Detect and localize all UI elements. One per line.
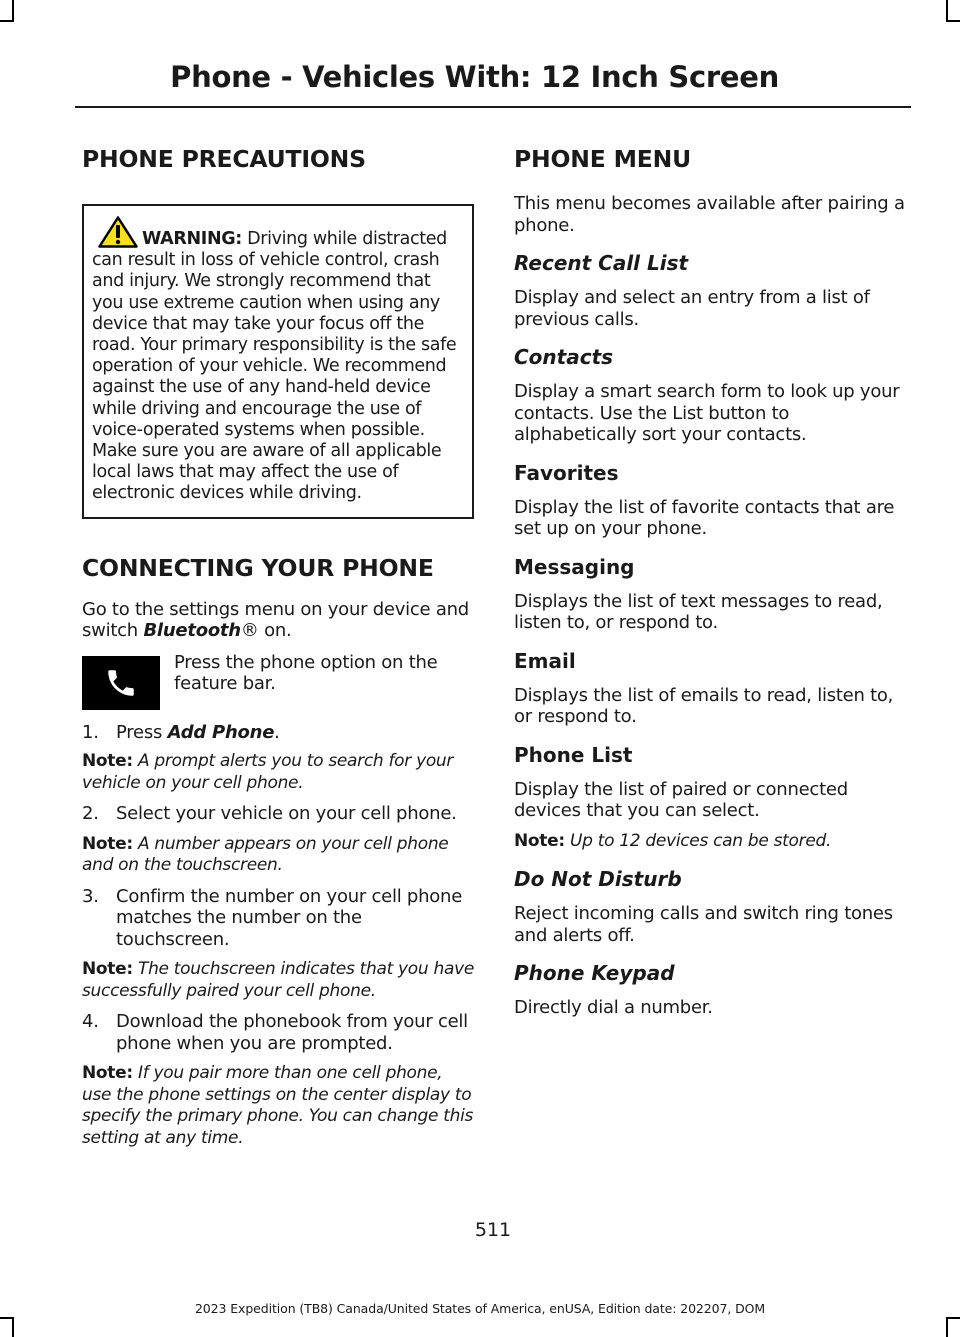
contacts-text: Display a smart search form to look up your contacts. Use the List button to alphabetically sort your contacts. [514,381,900,445]
crop-mark [946,20,960,22]
note-1: Note: A prompt alerts you to search for your vehicle on your cell phone. [82,751,454,793]
crop-mark [12,1317,14,1337]
header-divider [75,106,911,108]
note-2: Note: A number appears on your cell phone and on the touchscreen. [82,833,449,876]
connecting-heading: CONNECTING YOUR PHONE [82,553,434,582]
step-3 [82,886,474,951]
crop-mark [946,0,948,22]
step-4 [82,1011,474,1054]
step-text: Press Add Phone. [116,721,280,743]
phone-option-row [82,651,474,710]
phone-precautions-heading: PHONE PRECAUTIONS [82,145,366,173]
do-not-disturb-text: Reject incoming calls and switch ring tones and alerts off. [514,903,893,946]
crop-mark [12,0,14,22]
recent-call-list-text: Display and select an entry from a list of previous calls. [514,287,870,330]
intro-text-end: ® on. [240,620,292,642]
favorites-text: Display the list of favorite contacts that are set up on your phone. [514,496,895,539]
step-text: Confirm the number on your cell phone matches the number on the touchscreen. [116,885,463,950]
step-1 [82,722,474,744]
do-not-disturb-heading: Do Not Disturb [514,867,682,891]
warning-triangle-icon [98,216,138,248]
intro-text: Go to the settings menu on your device and switch [82,598,469,642]
page-header-title: Phone - Vehicles With: 12 Inch Screen [170,60,779,94]
phone-list-text: Display the list of paired or connected devices that you can select. [514,778,848,821]
phone-menu-heading: PHONE MENU [514,145,691,173]
add-phone-term: Add Phone [167,721,275,743]
phone-keypad-heading: Phone Keypad [514,961,675,985]
step-number: 2. [82,803,99,825]
step-text: Download the phonebook from your cell phone when you are prompted. [116,1011,468,1054]
warning-text: Driving while distracted can result in loss of vehicle control, crash and injury. We strongly recommend that you use extreme caution when using any device that may take your focus off the road. Your primary responsibility is the safe operation of your vehicle. We recommend against the use of any hand-held device while driving and encourage the use of voice-operated systems when possible. Make sure you are aware of all applicable local laws that may affect the use of electronic devices while driving. [92,229,457,504]
step-number: 1. [82,721,99,743]
messaging-text: Displays the list of text messages to read, listen to, or respond to. [514,590,883,633]
email-text: Displays the list of emails to read, listen to, or respond to. [514,684,894,727]
page-footer: 2023 Expedition (TB8) Canada/United States of America, enUSA, Edition date: 202207, DOM [194,1301,766,1316]
note-3: Note: The touchscreen indicates that you have successfully paired your cell phone. [82,959,474,1001]
crop-mark [946,1317,960,1319]
step-2 [82,803,474,825]
contacts-heading: Contacts [514,345,614,369]
phone-list-note: Note: Up to 12 devices can be stored. [514,830,832,851]
favorites-heading: Favorites [514,460,619,485]
note-4: Note: If you pair more than one cell phone, use the phone settings on the center display to specify the primary phone. You can change this setting at any time. [82,1063,474,1148]
crop-mark [946,1317,948,1337]
email-heading: Email [514,648,576,673]
right-column [514,144,910,1019]
step-text: Select your vehicle on your cell phone. [116,803,457,825]
connecting-intro [82,599,474,642]
left-column [82,144,474,1149]
phone-menu-intro: This menu becomes available after pairing a phone. [514,193,905,236]
recent-call-list-heading: Recent Call List [514,251,689,275]
warning-box [82,204,474,519]
bluetooth-term: Bluetooth [143,620,241,642]
step-number: 3. [82,885,99,907]
crop-mark [0,1317,14,1319]
phone-keypad-text: Directly dial a number. [514,997,713,1018]
crop-mark [0,20,14,22]
step-number: 4. [82,1011,99,1033]
phone-handset-icon [82,656,160,710]
messaging-heading: Messaging [514,554,635,579]
phone-option-text: Press the phone option on the feature bar. [174,651,438,695]
warning-label: WARNING: [142,229,242,249]
page-number: 511 [474,1219,512,1241]
phone-list-heading: Phone List [514,742,633,767]
